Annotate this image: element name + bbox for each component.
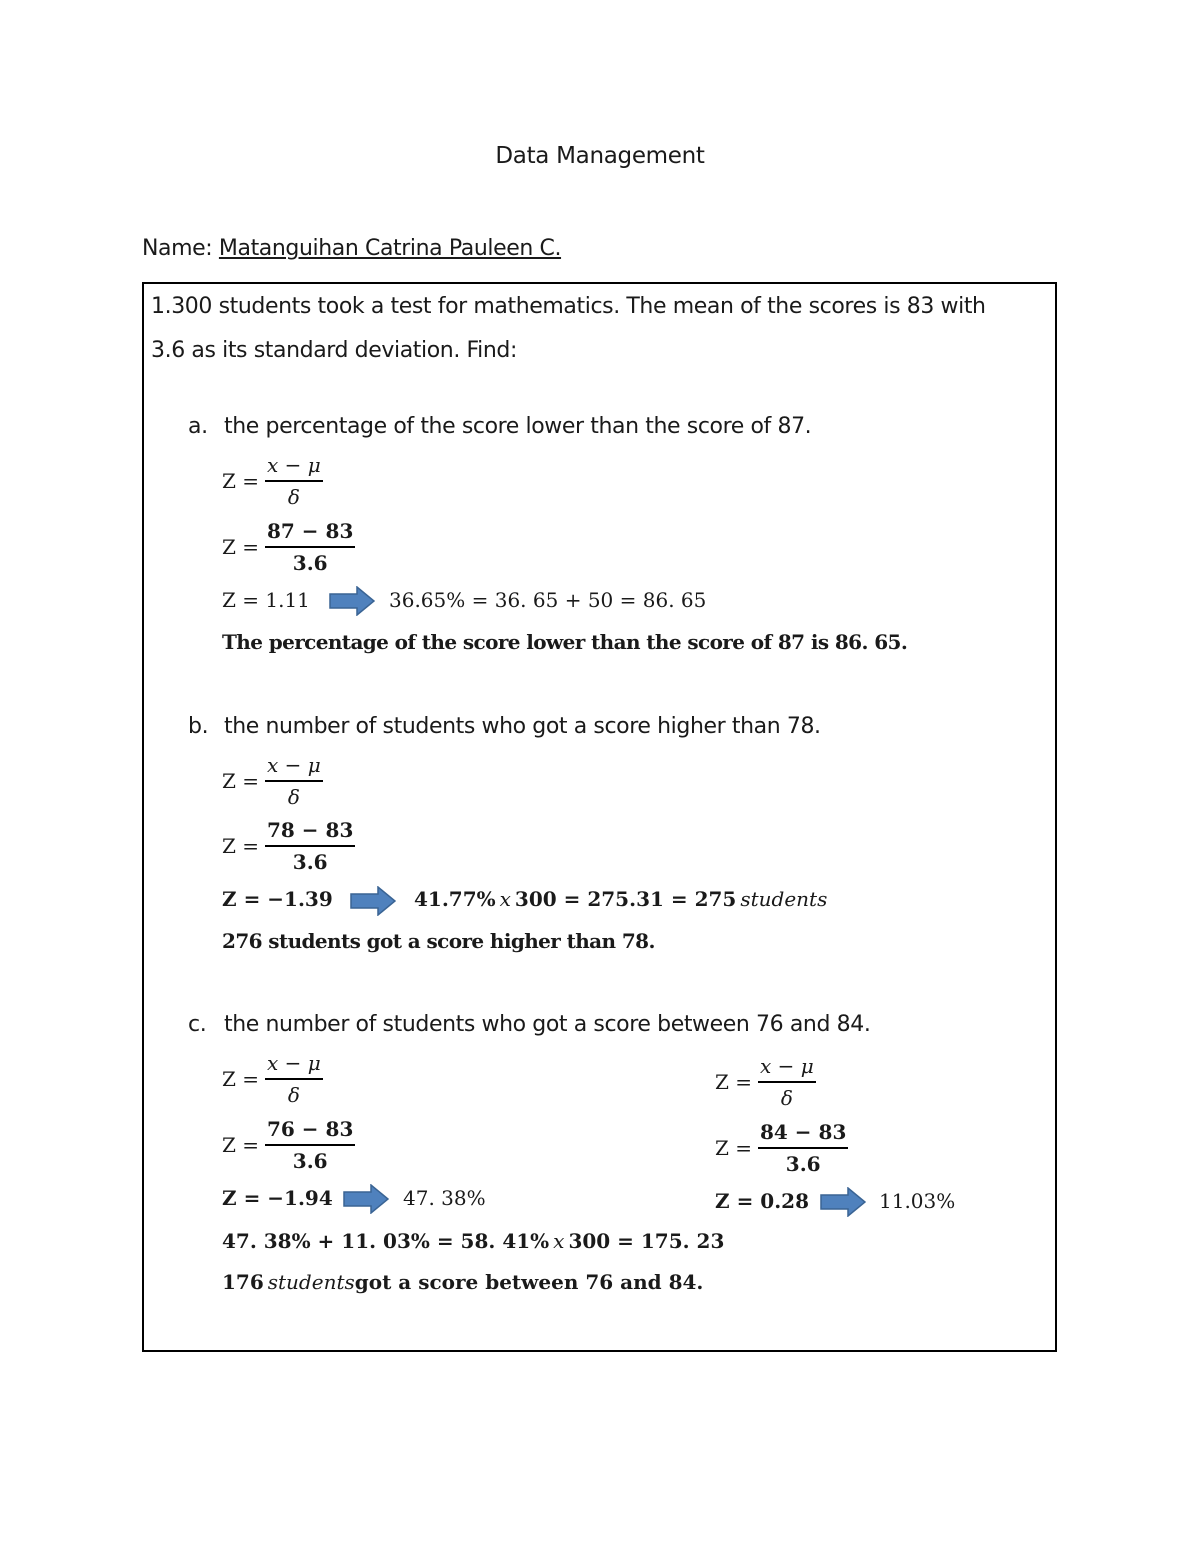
part-c-left-z-value: Z = −1.94 (222, 1186, 333, 1210)
part-c-left-pct (403, 1186, 486, 1210)
arrow-right-icon (820, 1187, 866, 1217)
sub-z: Z = (222, 834, 260, 858)
part-c-sum-x: x (553, 1229, 565, 1253)
part-b-label: b. (188, 714, 209, 739)
part-c-right-substitution (715, 1119, 848, 1177)
part-b-z-value: Z = −1.39 (222, 887, 333, 911)
part-a-formula (222, 452, 323, 510)
sub-numerator: 84 − 83 (758, 1119, 848, 1149)
problem-text-line1: 300 students took a test for mathematics. The mean of the scores is 83 with (171, 294, 986, 319)
problem-statement (151, 285, 1051, 373)
part-c-question-text: the number of students who got a score between 76 and 84. (224, 1012, 871, 1037)
part-c-conclusion-rest: got a score between 76 and 84. (354, 1270, 704, 1294)
part-a-question-text: the percentage of the score lower than the score of 87. (224, 414, 812, 439)
part-b-result (222, 887, 333, 911)
sub-numerator: 78 − 83 (265, 817, 355, 847)
sub-z: Z = (222, 535, 260, 559)
arrow-right-icon (343, 1184, 389, 1214)
part-c-right-z-value: Z = 0.28 (715, 1189, 809, 1213)
part-c-left-substitution (222, 1116, 355, 1174)
part-a-question (188, 414, 811, 439)
sub-denominator: 3.6 (785, 1152, 821, 1176)
part-c-sum-b: 300 = 175. 23 (568, 1229, 725, 1253)
formula-z: Z = (222, 469, 260, 493)
part-c-left-result (222, 1186, 333, 1210)
part-a-substitution (222, 518, 355, 576)
part-c-right-formula (715, 1053, 816, 1111)
sub-z: Z = (222, 1133, 260, 1157)
formula-z: Z = (222, 769, 260, 793)
sub-denominator: 3.6 (292, 1149, 328, 1173)
part-c-right-pct (879, 1189, 955, 1213)
name-label: Name: (142, 236, 213, 261)
part-c-left-formula (222, 1050, 323, 1108)
sub-numerator: 87 − 83 (265, 518, 355, 548)
part-b-conclusion: 276 students got a score higher than 78. (222, 929, 655, 953)
part-b-calc (414, 887, 827, 911)
formula-denominator: δ (287, 1083, 300, 1107)
part-c-conclusion-unit: students (267, 1270, 355, 1294)
formula-numerator: x − μ (265, 752, 323, 782)
sub-denominator: 3.6 (292, 551, 328, 575)
part-c-conclusion (222, 1270, 703, 1294)
arrow-right-icon (329, 586, 375, 616)
formula-numerator: x − μ (758, 1053, 816, 1083)
name-line (142, 236, 561, 261)
part-b-formula (222, 752, 323, 810)
part-c-left-pct-text: 47. 38% (403, 1186, 486, 1210)
name-value: Matanguihan Catrina Pauleen C. (218, 236, 562, 261)
page-title: Data Management (495, 143, 705, 169)
part-a-z-value: Z = 1.11 (222, 588, 310, 612)
arrow-right-icon (350, 886, 396, 916)
sub-numerator: 76 − 83 (265, 1116, 355, 1146)
problem-text-line2: 3.6 as its standard deviation. Find: (151, 338, 518, 363)
problem-number: 1. (151, 294, 172, 319)
part-a-calc (389, 588, 706, 612)
part-c-question (188, 1012, 870, 1037)
formula-denominator: δ (780, 1086, 793, 1110)
part-c-sum (222, 1229, 724, 1253)
part-a-conclusion: The percentage of the score lower than the score of 87 is 86. 65. (222, 630, 908, 654)
part-c-conclusion-num: 176 (222, 1270, 264, 1294)
part-c-label: c. (188, 1012, 207, 1037)
part-a-calc-text: 36.65% = 36. 65 + 50 = 86. 65 (389, 588, 707, 612)
formula-numerator: x − μ (265, 1050, 323, 1080)
sub-z: Z = (715, 1136, 753, 1160)
part-b-calc-a: 41.77% (414, 887, 496, 911)
part-c-sum-a: 47. 38% + 11. 03% = 58. 41% (222, 1229, 550, 1253)
part-b-calc-unit: students (740, 887, 828, 911)
formula-denominator: δ (287, 785, 300, 809)
part-c-right-result (715, 1189, 809, 1213)
formula-denominator: δ (287, 485, 300, 509)
part-b-substitution (222, 817, 355, 875)
part-c-right-pct-text: 11.03% (879, 1189, 956, 1213)
sub-denominator: 3.6 (292, 850, 328, 874)
part-a-label: a. (188, 414, 208, 439)
part-b-calc-x: x (499, 887, 511, 911)
part-b-question-text: the number of students who got a score higher than 78. (224, 714, 821, 739)
formula-z: Z = (222, 1067, 260, 1091)
part-b-calc-b: 300 = 275.31 = 275 (514, 887, 737, 911)
part-a-result (222, 588, 310, 612)
formula-numerator: x − μ (265, 452, 323, 482)
formula-z: Z = (715, 1070, 753, 1094)
part-b-question (188, 714, 821, 739)
